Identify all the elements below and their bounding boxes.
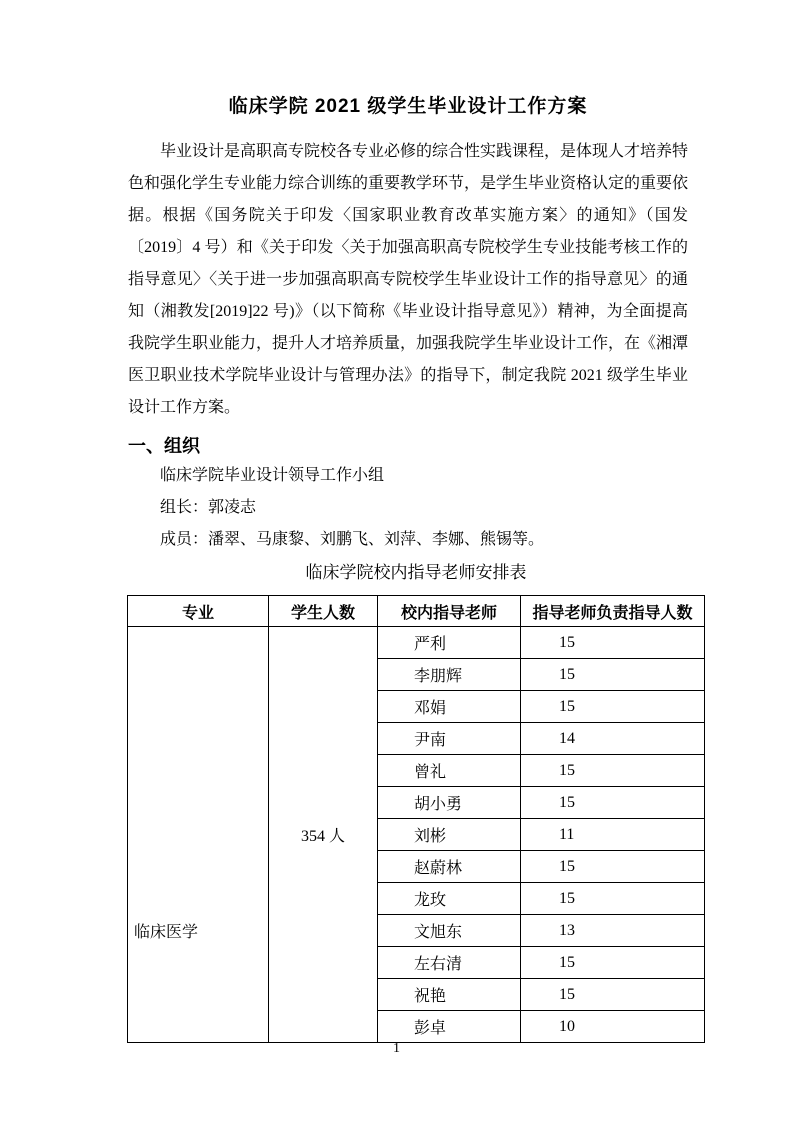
- teacher-name-cell: 邓娟: [378, 691, 521, 723]
- header-cell-major: 专业: [128, 596, 269, 627]
- teacher-load-cell: 14: [521, 723, 705, 755]
- teacher-load-cell: 11: [521, 819, 705, 851]
- teacher-load-cell: 15: [521, 627, 705, 659]
- table-body: [128, 627, 705, 1043]
- teacher-load-cell: 15: [521, 947, 705, 979]
- table-header-row: [128, 596, 705, 627]
- teacher-name-cell: 尹南: [378, 723, 521, 755]
- teacher-name-cell: 彭卓: [378, 1011, 521, 1043]
- student-count-cell: 354 人: [269, 627, 378, 1043]
- teacher-load-cell: 13: [521, 915, 705, 947]
- header-cell-teacher-load: 指导老师负责指导人数: [521, 596, 705, 627]
- guidance-table: [127, 595, 705, 1043]
- table-caption: 临床学院校内指导老师安排表: [305, 563, 527, 582]
- teacher-name-cell: 刘彬: [378, 819, 521, 851]
- major-cell: 临床医学: [128, 627, 269, 1043]
- teacher-name-cell: 曾礼: [378, 755, 521, 787]
- teacher-name-cell: 赵蔚林: [378, 851, 521, 883]
- org-group-line: 临床学院毕业设计领导工作小组: [160, 467, 385, 484]
- header-cell-teacher: 校内指导老师: [378, 596, 521, 627]
- teacher-load-cell: 15: [521, 787, 705, 819]
- org-members-line: 成员：潘翠、马康黎、刘鹏飞、刘萍、李娜、熊锡等。: [160, 531, 545, 548]
- teacher-name-cell: 严利: [378, 627, 521, 659]
- teacher-load-cell: 15: [521, 883, 705, 915]
- teacher-name-cell: 文旭东: [378, 915, 521, 947]
- page-title: 临床学院 2021 级学生毕业设计工作方案: [228, 96, 588, 117]
- page-number: 1: [393, 1041, 400, 1056]
- teacher-load-cell: 10: [521, 1011, 705, 1043]
- teacher-name-cell: 李朋辉: [378, 659, 521, 691]
- teacher-load-cell: 15: [521, 851, 705, 883]
- header-cell-student-count: 学生人数: [269, 596, 378, 627]
- teacher-load-cell: 15: [521, 755, 705, 787]
- teacher-name-cell: 龙玫: [378, 883, 521, 915]
- teacher-name-cell: 胡小勇: [378, 787, 521, 819]
- teacher-name-cell: 祝艳: [378, 979, 521, 1011]
- teacher-load-cell: 15: [521, 979, 705, 1011]
- teacher-name-cell: 左右清: [378, 947, 521, 979]
- teacher-load-cell: 15: [521, 691, 705, 723]
- org-leader-line: 组长：郭凌志: [160, 499, 257, 516]
- table-row: [128, 627, 705, 659]
- teacher-load-cell: 15: [521, 659, 705, 691]
- section-heading-organization: 一、组织: [128, 436, 200, 456]
- body-paragraph: 毕业设计是高职高专院校各专业必修的综合性实践课程，是体现人才培养特色和强化学生专业能力综合训练的重要教学环节，是学生毕业资格认定的重要依据。根据《国务院关于印发〈国家职业教育改革实施方案〉的通知》（国发〔2019〕4 号）和《关于印发〈关于加强高职高专院校学生专业技能考核工作的指导意见〉〈关于进一步加强高职高专院校学生毕业设计工作的指导意见〉的通知（湘教发[2019]22 号)》（以下简称《毕业设计指导意见》）精神，为全面提高我院学生职业能力，提升人才培养质量，加强我院学生毕业设计工作，在《湘潭医卫职业技术学院毕业设计与管理办法》的指导下，制定我院 2021 级学生毕业设计工作方案。: [128, 143, 689, 416]
